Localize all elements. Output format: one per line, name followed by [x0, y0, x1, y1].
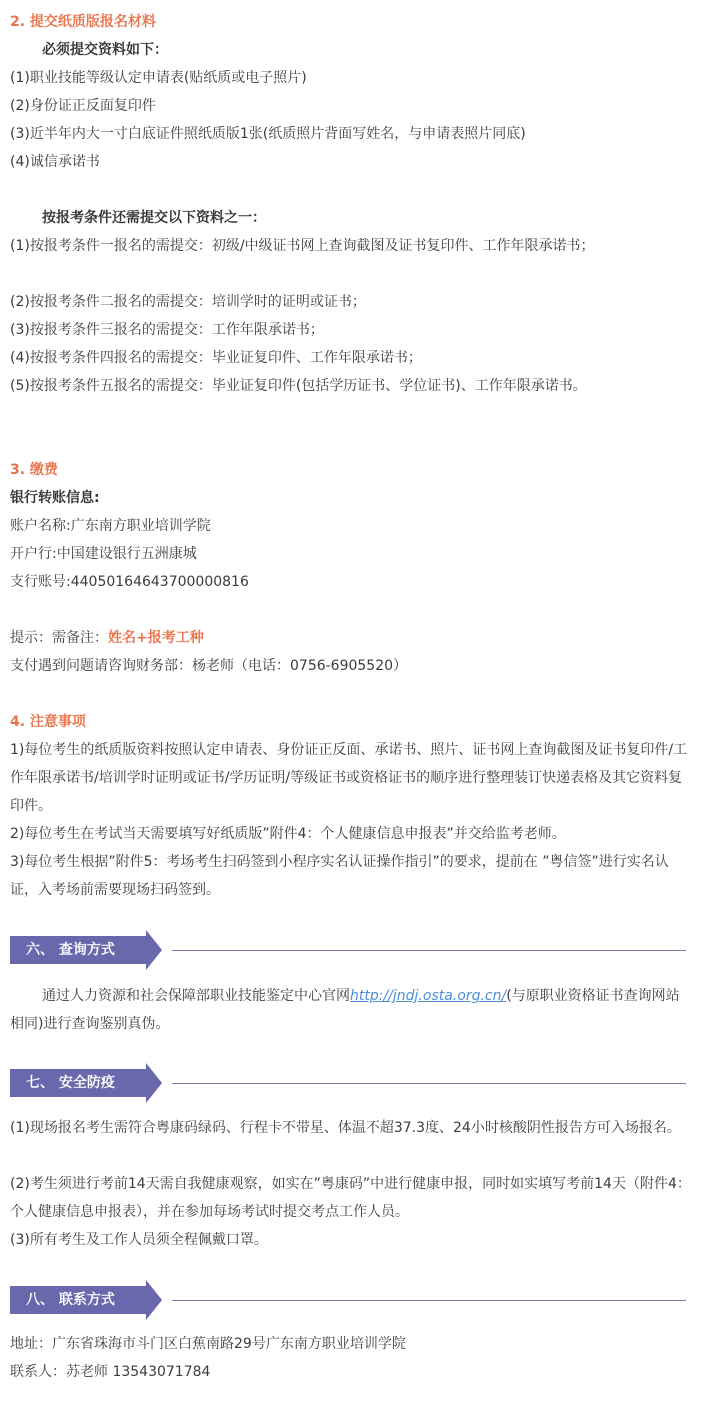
payment-tip-prefix: 提示：需备注： — [10, 630, 108, 646]
list-item: (3)按报考条件三报名的需提交：工作年限承诺书； — [10, 322, 324, 338]
list-item: (4)诚信承诺书 — [10, 154, 100, 170]
sec6-header — [10, 930, 686, 970]
list-item: (3)所有考生及工作人员须全程佩戴口罩。 — [10, 1232, 268, 1248]
sec4-title: 4. 注意事项 — [10, 714, 86, 730]
account-name: 账户名称:广东南方职业培训学院 — [10, 518, 211, 534]
payment-tip-highlight: 姓名+报考工种 — [108, 630, 204, 646]
osta-link[interactable]: http://jndj.osta.org.cn/ — [350, 988, 507, 1004]
list-item: (1)现场报名考生需符合粤康码绿码、行程卡不带星、体温不超37.3度、24小时核酸阴性报告方可入场报名。 — [10, 1120, 681, 1136]
sec3-title: 3. 缴费 — [10, 462, 58, 478]
contact-person: 联系人：苏老师 13543071784 — [10, 1364, 211, 1380]
list-item: (2)身份证正反面复印件 — [10, 98, 156, 114]
list-item: (2)考生须进行考前14天需自我健康观察，如实在”粤康码”中进行健康申报，同时如实填写考前14天（附件4：个人健康信息申报表），并在参加每场考试时提交考点工作人员。 — [10, 1176, 691, 1220]
section-divider — [172, 950, 686, 951]
bank-heading: 银行转账信息: — [10, 490, 100, 506]
payment-tip — [10, 624, 692, 652]
account-number: 支行账号:44050164643700000816 — [10, 574, 249, 590]
sec2-conditional-heading: 按报考条件还需提交以下资料之一： — [42, 210, 266, 226]
sec2-title: 2. 提交纸质版报名材料 — [10, 14, 156, 30]
list-item: (1)职业技能等级认定申请表(贴纸质或电子照片) — [10, 70, 307, 86]
list-item: 1)每位考生的纸质版资料按照认定申请表、身份证正反面、承诺书、照片、证书网上查询截图及证书复印件/工作年限承诺书/培训学时证明或证书/学历证明/等级证书或资格证书的顺序进行整理装订快递表格及其它资料复印件。 — [10, 742, 688, 814]
sec6-text-after: (与原职业资格证书查询网站相同)进行查询鉴别真伪。 — [10, 988, 680, 1032]
list-item: (1)按报考条件一报名的需提交：初级/中级证书网上查询截图及证书复印件、工作年限承诺书； — [10, 238, 595, 254]
sec8-label: 八、 联系方式 — [26, 1292, 115, 1308]
contact-address: 地址：广东省珠海市斗门区白蕉南路29号广东南方职业培训学院 — [10, 1336, 406, 1352]
bank-name: 开户行:中国建设银行五洲康城 — [10, 546, 197, 562]
list-item: (3)近半年内大一寸白底证件照纸质版1张(纸质照片背面写姓名，与申请表照片同底) — [10, 126, 526, 142]
sec6-label: 六、 查询方式 — [26, 942, 115, 958]
sec7-header — [10, 1063, 686, 1103]
sec8-header — [10, 1280, 686, 1320]
list-item: (4)按报考条件四报名的需提交：毕业证复印件、工作年限承诺书； — [10, 350, 422, 366]
payment-help: 支付遇到问题请咨询财务部：杨老师（电话：0756-6905520） — [10, 658, 408, 674]
list-item: 3)每位考生根据”附件5：考场考生扫码签到小程序实名认证操作指引”的要求，提前在 ”粤信签”进行实名认证，入考场前需要现场扫码签到。 — [10, 854, 669, 898]
section-divider — [172, 1300, 686, 1301]
section-divider — [172, 1083, 686, 1084]
list-item: 2)每位考生在考试当天需要填写好纸质版”附件4：个人健康信息申报表”并交给监考老师。 — [10, 826, 566, 842]
sec2-required-heading: 必须提交资料如下： — [42, 42, 168, 58]
list-item: (2)按报考条件二报名的需提交：培训学时的证明或证书； — [10, 294, 366, 310]
list-item: (5)按报考条件五报名的需提交：毕业证复印件(包括学历证书、学位证书)、工作年限承诺书。 — [10, 378, 587, 394]
sec6-text — [10, 982, 692, 1038]
sec7-label: 七、 安全防疫 — [26, 1075, 115, 1091]
sec6-text-before: 通过人力资源和社会保障部职业技能鉴定中心官网 — [42, 988, 350, 1004]
